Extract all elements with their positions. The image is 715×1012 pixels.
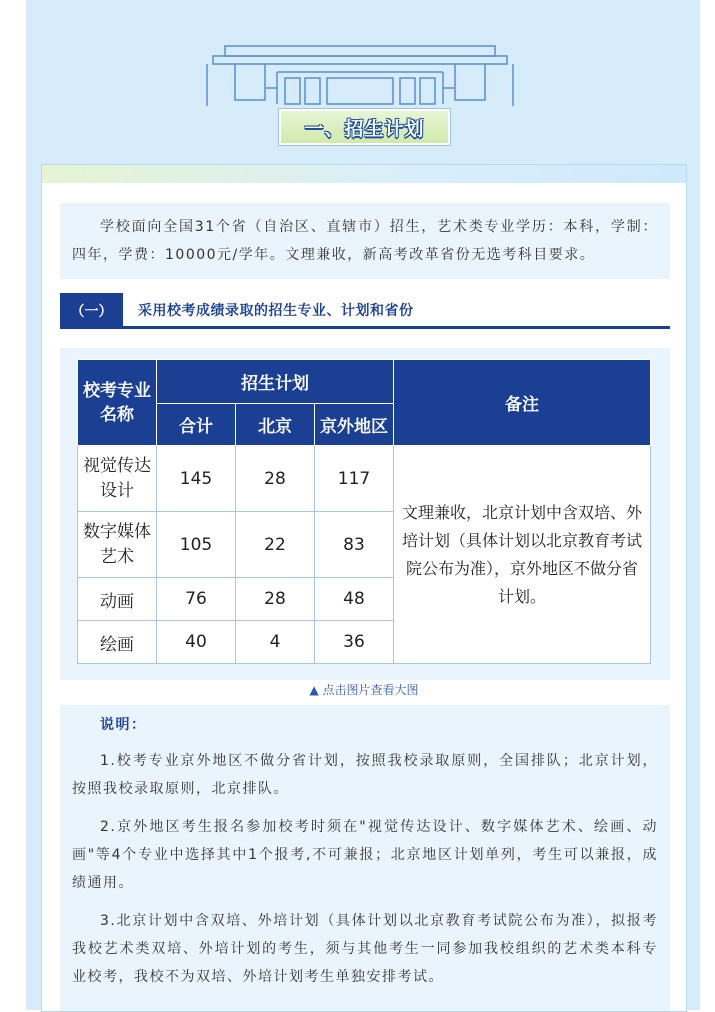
major-name: 动画 (78, 578, 157, 621)
beijing-value: 4 (236, 621, 315, 664)
total-value: 105 (157, 512, 236, 578)
major-name: 数字媒体艺术 (78, 512, 157, 578)
table-row (78, 446, 651, 512)
outside-value: 36 (315, 621, 394, 664)
total-value: 76 (157, 578, 236, 621)
major-name: 视觉传达设计 (78, 446, 157, 512)
note-item: 1.校考专业京外地区不做分省计划，按照我校录取原则，全国排队；北京计划，按照我校录取原则，北京排队。 (72, 753, 658, 797)
header-outside: 京外地区 (315, 404, 394, 446)
header-major: 校考专业名称 (78, 360, 157, 446)
note-item: 3.北京计划中含双培、外培计划（具体计划以北京教育考试院公布为准），拟报考我校艺术类双培、外培计划的考生，须与其他考生一同参加我校组织的艺术类本科专业校考，我校不为双培、外培计划考生单独安排考试。 (72, 913, 658, 985)
notes-heading: 说明： (100, 717, 147, 733)
major-name: 绘画 (78, 621, 157, 664)
content-card (41, 164, 687, 1012)
section-number: （一） (60, 293, 123, 329)
header-plan: 招生计划 (157, 360, 394, 404)
card-top-bar (42, 165, 686, 183)
note-item: 2.京外地区考生报名参加校考时须在"视觉传达设计、数字媒体艺术、绘画、动画"等4个专业中选择其中1个报考,不可兼报；北京地区计划单列，考生可以兼报，成绩通用。 (72, 819, 658, 891)
section-heading (60, 293, 670, 329)
outside-value: 117 (315, 446, 394, 512)
remark-cell: 文理兼收，北京计划中含双培、外培计划（具体计划以北京教育考试院公布为准），京外地区不做分省计划。 (394, 446, 651, 664)
view-large-image-link[interactable]: ▲ 点击图片查看大图 (309, 683, 419, 697)
beijing-value: 28 (236, 578, 315, 621)
beijing-value: 28 (236, 446, 315, 512)
notes-section (60, 705, 670, 1011)
header-beijing: 北京 (236, 404, 315, 446)
section-title: 采用校考成绩录取的招生专业、计划和省份 (138, 303, 414, 319)
section-banner (278, 108, 451, 146)
outside-value: 48 (315, 578, 394, 621)
header-total: 合计 (157, 404, 236, 446)
plan-table (77, 359, 651, 664)
section-banner-title: 一、招生计划 (304, 117, 425, 140)
intro-paragraph: 学校面向全国31个省（自治区、直辖市）招生，艺术类专业学历：本科，学制：四年，学费：10000元/学年。文理兼收，新高考改革省份无选考科目要求。 (60, 203, 670, 279)
beijing-value: 22 (236, 512, 315, 578)
outside-value: 83 (315, 512, 394, 578)
header-remark: 备注 (394, 360, 651, 446)
total-value: 40 (157, 621, 236, 664)
building-outline-icon (205, 44, 515, 112)
plan-table-image[interactable] (60, 348, 670, 680)
total-value: 145 (157, 446, 236, 512)
section-divider (123, 326, 670, 329)
